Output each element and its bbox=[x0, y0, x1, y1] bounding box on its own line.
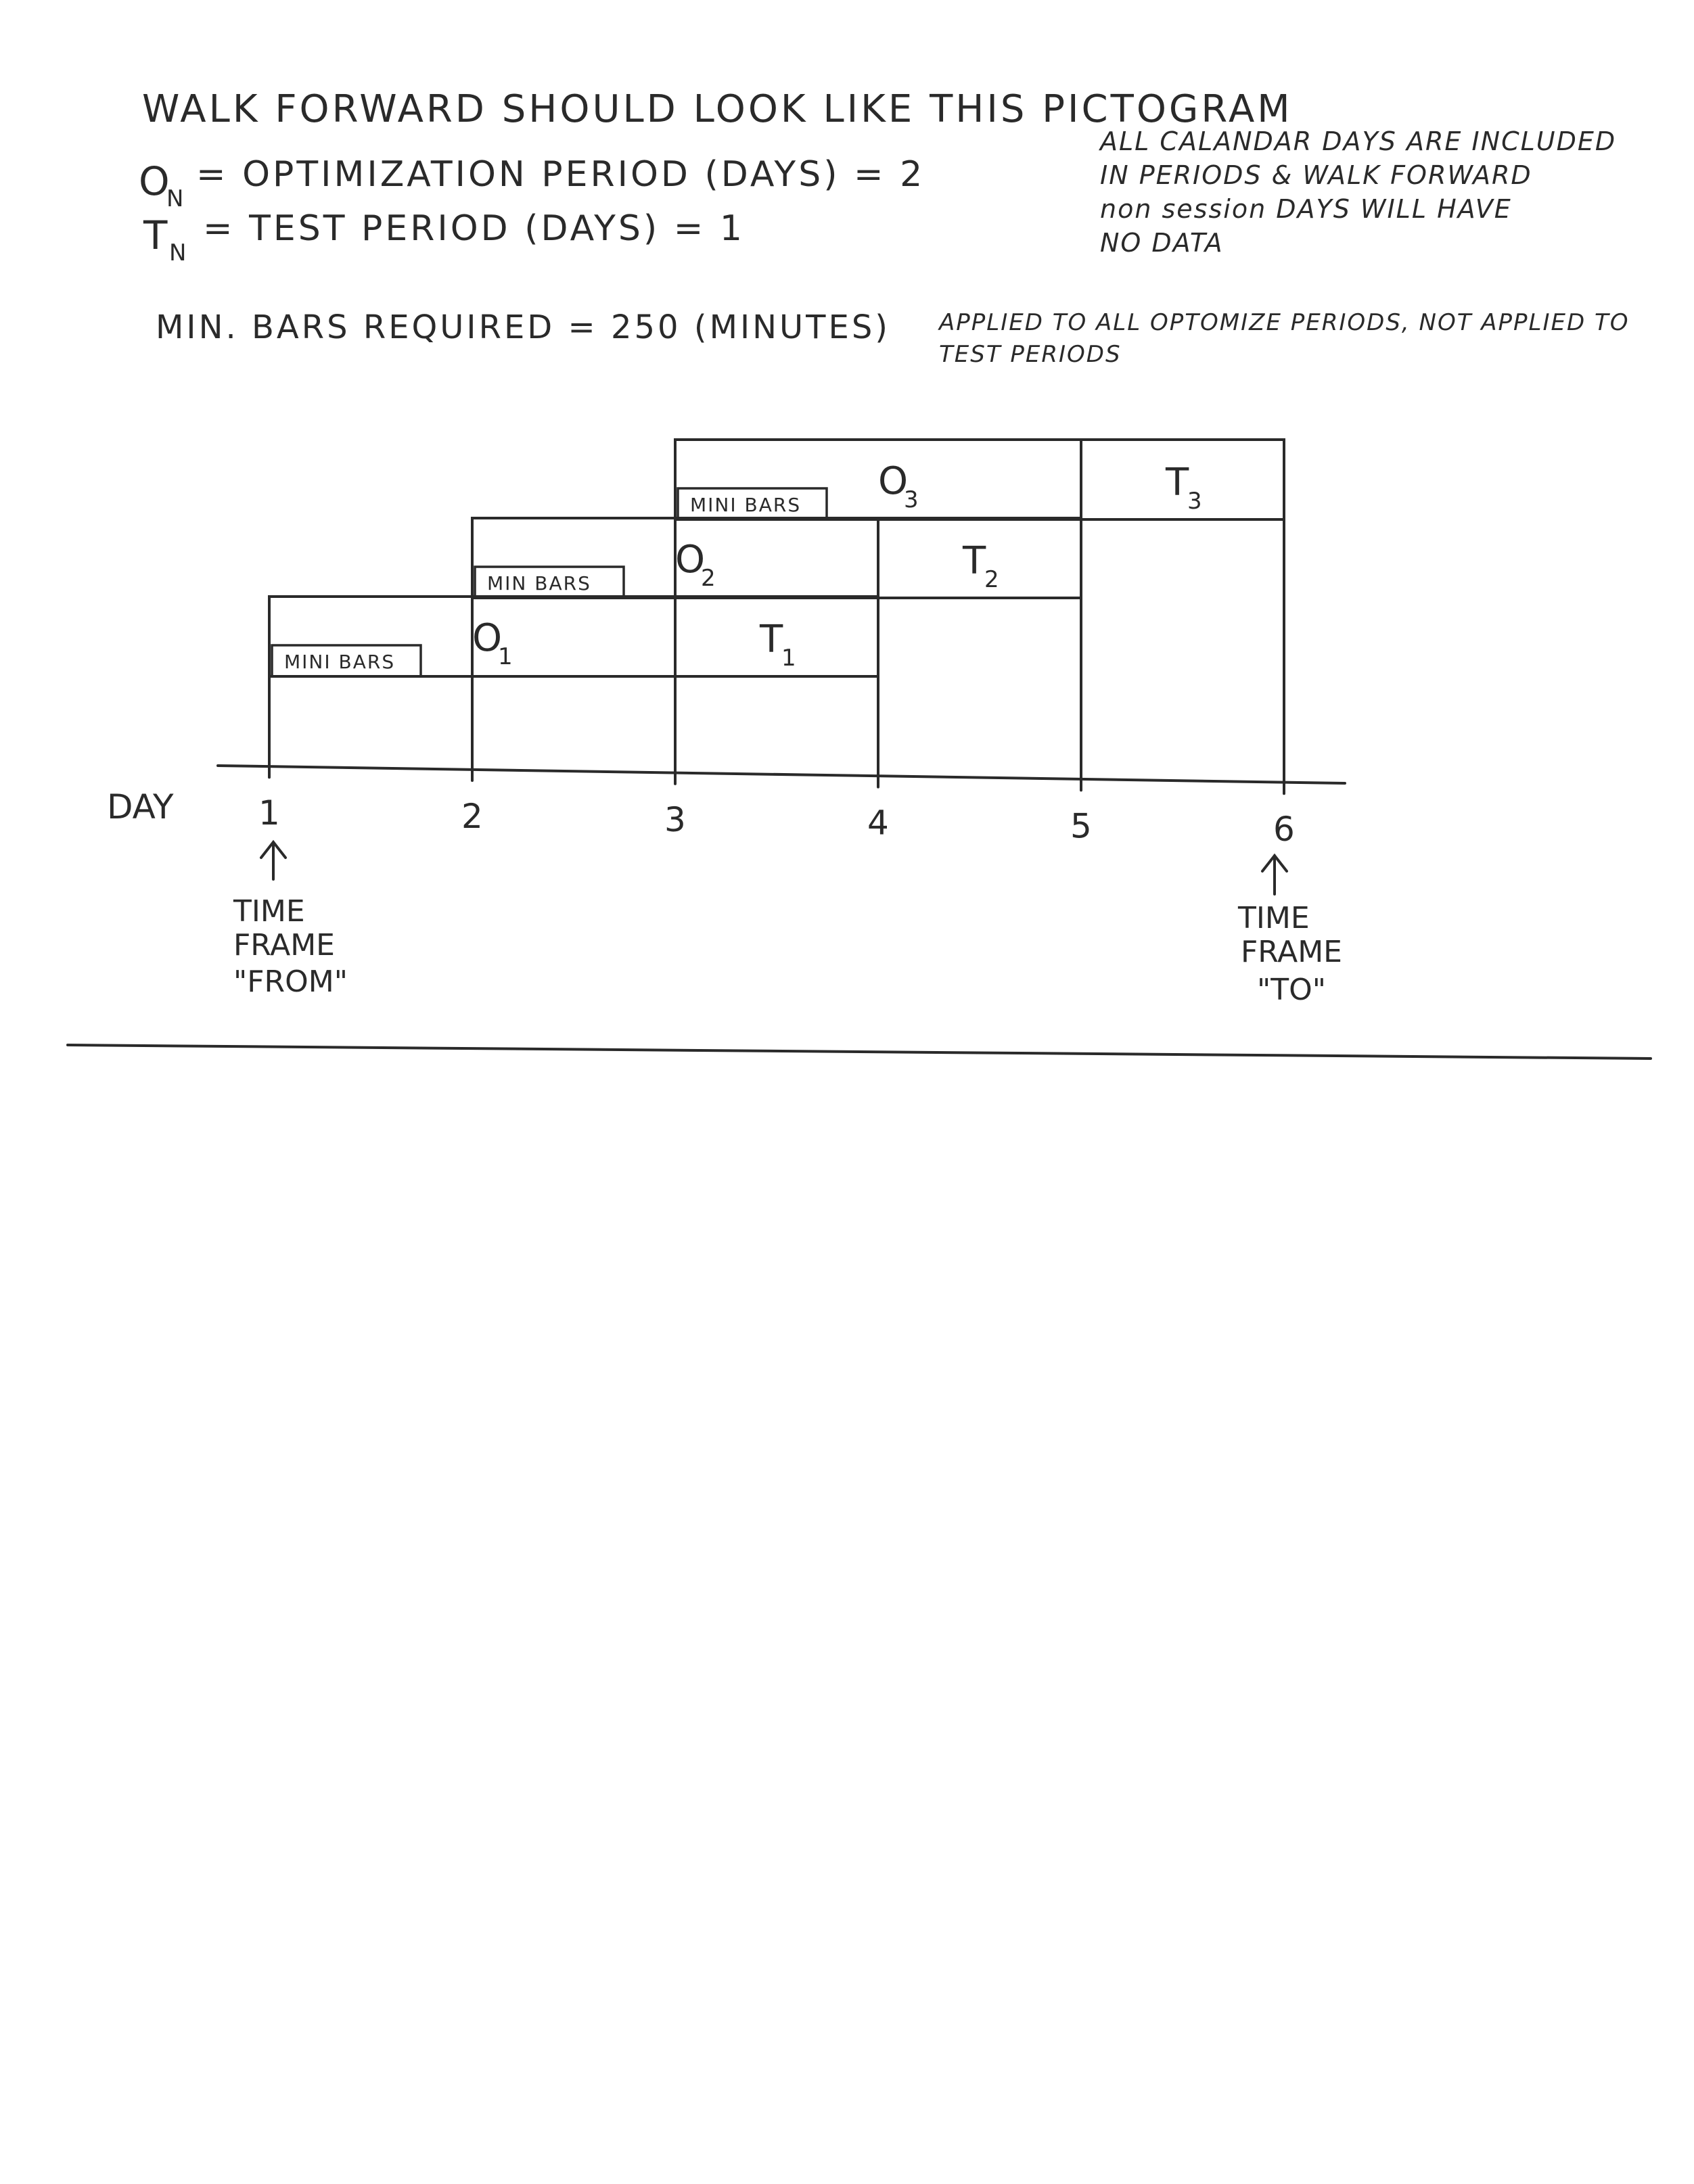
min-bars-note-line: APPLIED TO ALL OPTOMIZE PERIODS, NOT APPLIED TO bbox=[939, 309, 1630, 336]
walk-forward-diagram bbox=[107, 440, 1345, 1007]
calendar-note-line: IN PERIODS & WALK FORWARD bbox=[1100, 160, 1532, 190]
to-label-line: "TO" bbox=[1257, 973, 1326, 1007]
min-bars-requirement: MIN. BARS REQUIRED = 250 (MINUTES) bbox=[156, 308, 891, 346]
optimization-period-subscript: 3 bbox=[904, 486, 919, 513]
day-axis bbox=[218, 766, 1345, 783]
opt-symbol-subscript: N bbox=[166, 185, 184, 212]
optimization-period-label: O bbox=[675, 538, 706, 582]
page-title: WALK FORWARD SHOULD LOOK LIKE THIS PICTOGRAM bbox=[142, 87, 1293, 131]
min-bars-label: MINI BARS bbox=[690, 494, 802, 516]
min-bars-label: MINI BARS bbox=[284, 651, 396, 673]
optimization-period-label: O bbox=[878, 459, 909, 503]
min-bars-label: MIN BARS bbox=[487, 572, 591, 595]
from-label-line: "FROM" bbox=[233, 965, 348, 999]
from-label-line: FRAME bbox=[233, 928, 335, 962]
test-period-label: T bbox=[760, 618, 783, 661]
test-period-subscript: 3 bbox=[1187, 488, 1202, 515]
test-period-definition: = TEST PERIOD (DAYS) = 1 bbox=[203, 208, 745, 249]
to-label-line: TIME bbox=[1238, 901, 1310, 935]
day-axis-label: DAY bbox=[107, 787, 174, 827]
test-symbol-subscript: N bbox=[169, 239, 187, 266]
day-tick-label: 2 bbox=[461, 797, 483, 837]
day-tick-label: 4 bbox=[867, 803, 889, 843]
calendar-note-line: NO DATA bbox=[1100, 228, 1224, 258]
to-label-line: FRAME bbox=[1241, 935, 1342, 969]
optimization-period-subscript: 1 bbox=[498, 643, 513, 670]
opt-symbol: O bbox=[139, 158, 170, 204]
walk-forward-row bbox=[675, 440, 1284, 785]
test-period-label: T bbox=[1166, 461, 1189, 505]
opt-period-definition: = OPTIMIZATION PERIOD (DAYS) = 2 bbox=[196, 154, 925, 195]
optimization-period-label: O bbox=[472, 616, 503, 660]
up-arrow-icon bbox=[1262, 856, 1287, 894]
test-symbol: T bbox=[143, 212, 168, 258]
test-period-label: T bbox=[963, 539, 986, 583]
calendar-note-line: non session DAYS WILL HAVE bbox=[1100, 194, 1512, 224]
day-tick-label: 5 bbox=[1070, 806, 1092, 846]
min-bars-note bbox=[938, 309, 1630, 368]
time-frame-to bbox=[1237, 856, 1342, 1007]
walk-forward-row bbox=[269, 597, 878, 779]
day-tick-label: 1 bbox=[258, 793, 280, 833]
calendar-note-line: ALL CALANDAR DAYS ARE INCLUDED bbox=[1100, 126, 1617, 156]
from-label-line: TIME bbox=[233, 894, 305, 929]
day-tick-label: 6 bbox=[1273, 810, 1295, 850]
calendar-note bbox=[1098, 126, 1616, 258]
page-divider bbox=[68, 1045, 1651, 1059]
up-arrow-icon bbox=[261, 842, 285, 879]
walk-forward-rows bbox=[269, 440, 1284, 785]
test-period-subscript: 1 bbox=[781, 645, 796, 672]
test-period-subscript: 2 bbox=[984, 566, 999, 593]
optimization-period-subscript: 2 bbox=[701, 565, 716, 592]
time-frame-from bbox=[233, 842, 348, 999]
min-bars-note-line: TEST PERIODS bbox=[939, 341, 1122, 368]
day-tick-label: 3 bbox=[664, 799, 686, 839]
